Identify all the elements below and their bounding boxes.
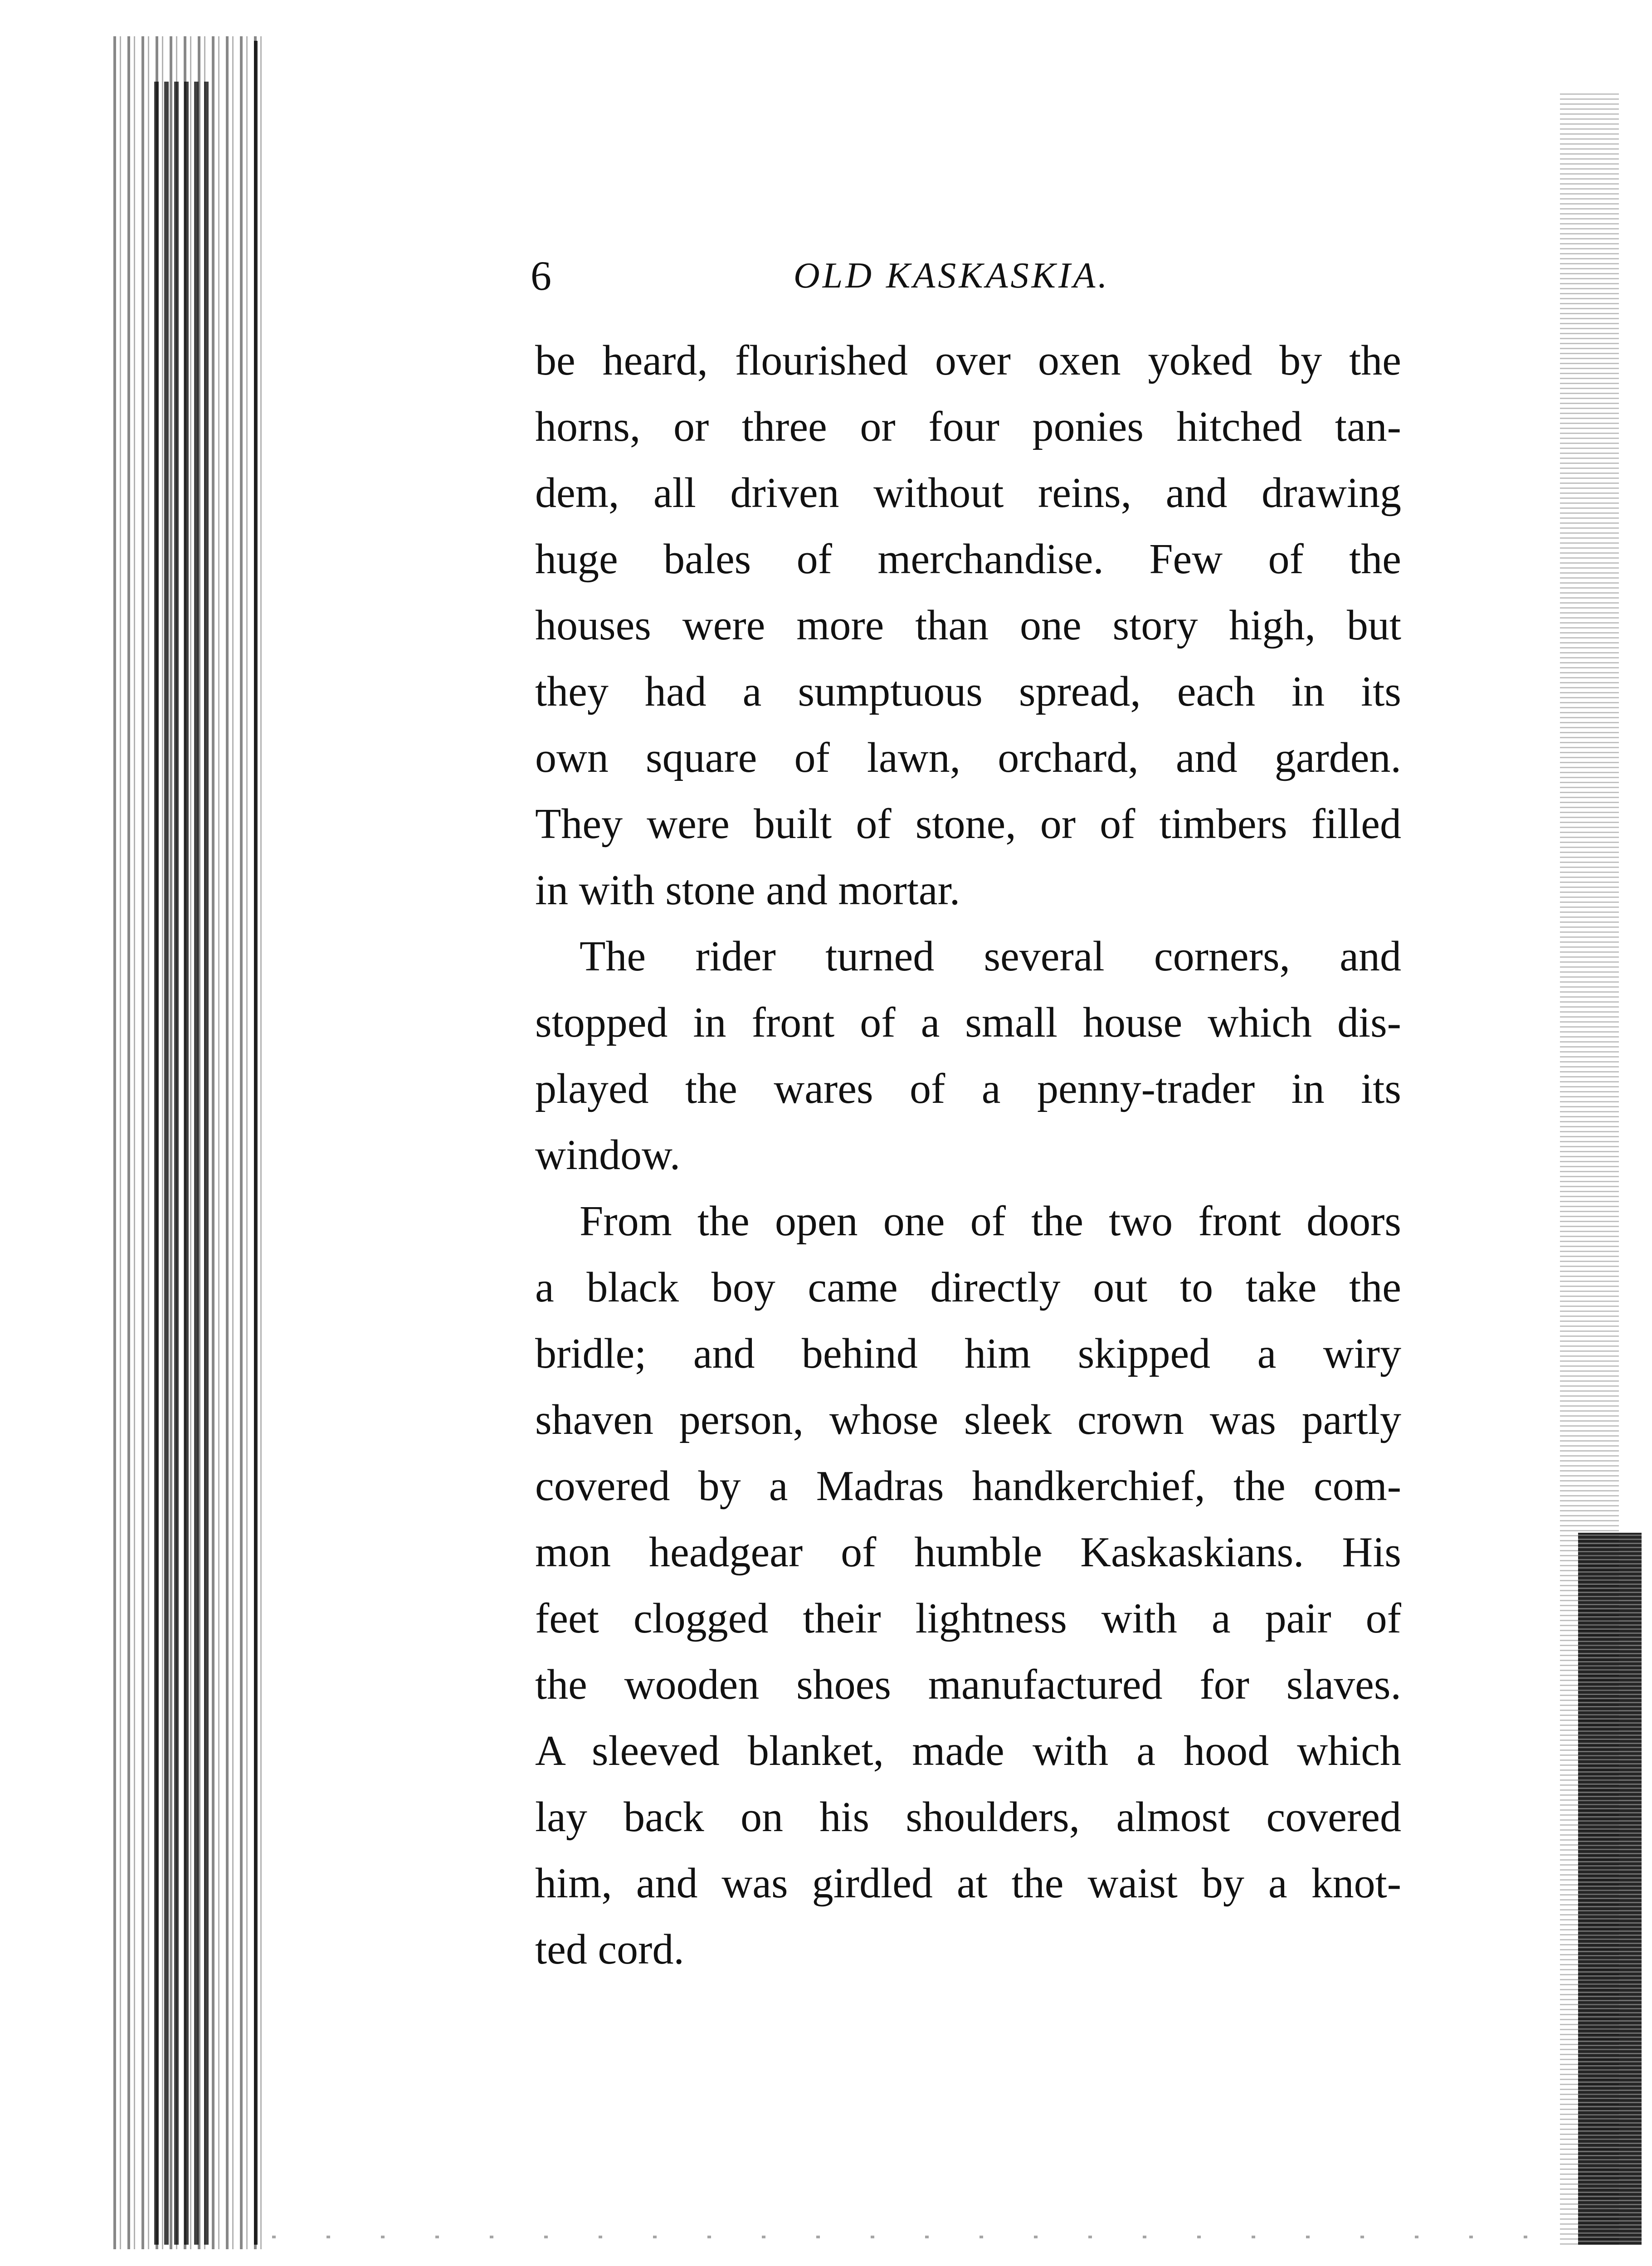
scan-page-edge-rule <box>254 41 258 2245</box>
text-line: stopped in front of a small house which dis- <box>535 999 1401 1046</box>
text-line: A sleeved blanket, made with a hood which <box>535 1727 1401 1774</box>
page-number: 6 <box>531 253 551 299</box>
text-line: him, and was girdled at the waist by a knot- <box>535 1860 1401 1907</box>
text-line: feet clogged their lightness with a pair of <box>535 1595 1401 1642</box>
paragraph <box>535 1188 1401 1983</box>
text-line: bridle; and behind him skipped a wiry <box>535 1330 1401 1377</box>
text-line: ted cord. <box>535 1926 684 1973</box>
text-line: covered by a Madras handkerchief, the com- <box>535 1462 1401 1510</box>
page-header <box>531 249 1438 303</box>
text-line: the wooden shoes manufactured for slaves. <box>535 1661 1401 1708</box>
running-head: OLD KASKASKIA. <box>794 256 1110 296</box>
text-line: own square of lawn, orchard, and garden. <box>535 734 1401 781</box>
text-line: played the wares of a penny-trader in its <box>535 1065 1401 1112</box>
text-line: they had a sumptuous spread, each in its <box>535 668 1401 715</box>
text-line: horns, or three or four ponies hitched tan- <box>535 403 1401 450</box>
text-line: in with stone and mortar. <box>535 867 960 914</box>
text-line: window. <box>535 1131 681 1179</box>
text-line: a black boy came directly out to take the <box>535 1264 1401 1311</box>
paragraph <box>535 923 1401 1188</box>
text-line: mon headgear of humble Kaskaskians. His <box>535 1529 1401 1576</box>
text-line: They were built of stone, or of timbers filled <box>535 800 1401 848</box>
text-line: huge bales of merchandise. Few of the <box>535 536 1401 583</box>
paragraph <box>535 327 1401 923</box>
text-line: The rider turned several corners, and <box>580 933 1401 980</box>
text-line: be heard, flourished over oxen yoked by the <box>535 337 1401 384</box>
body-text <box>535 327 1401 1983</box>
text-line: houses were more than one story high, but <box>535 602 1401 649</box>
scan-binding-edge <box>154 82 213 2245</box>
scan-right-edge-shadow <box>1578 1533 1642 2245</box>
text-line: lay back on his shoulders, almost covered <box>535 1793 1401 1841</box>
text-line: shaven person, whose sleek crown was partly <box>535 1396 1401 1443</box>
scan-bottom-specks <box>272 2236 1542 2238</box>
text-line: dem, all driven without reins, and drawing <box>535 469 1401 517</box>
text-line: From the open one of the two front doors <box>580 1198 1401 1245</box>
